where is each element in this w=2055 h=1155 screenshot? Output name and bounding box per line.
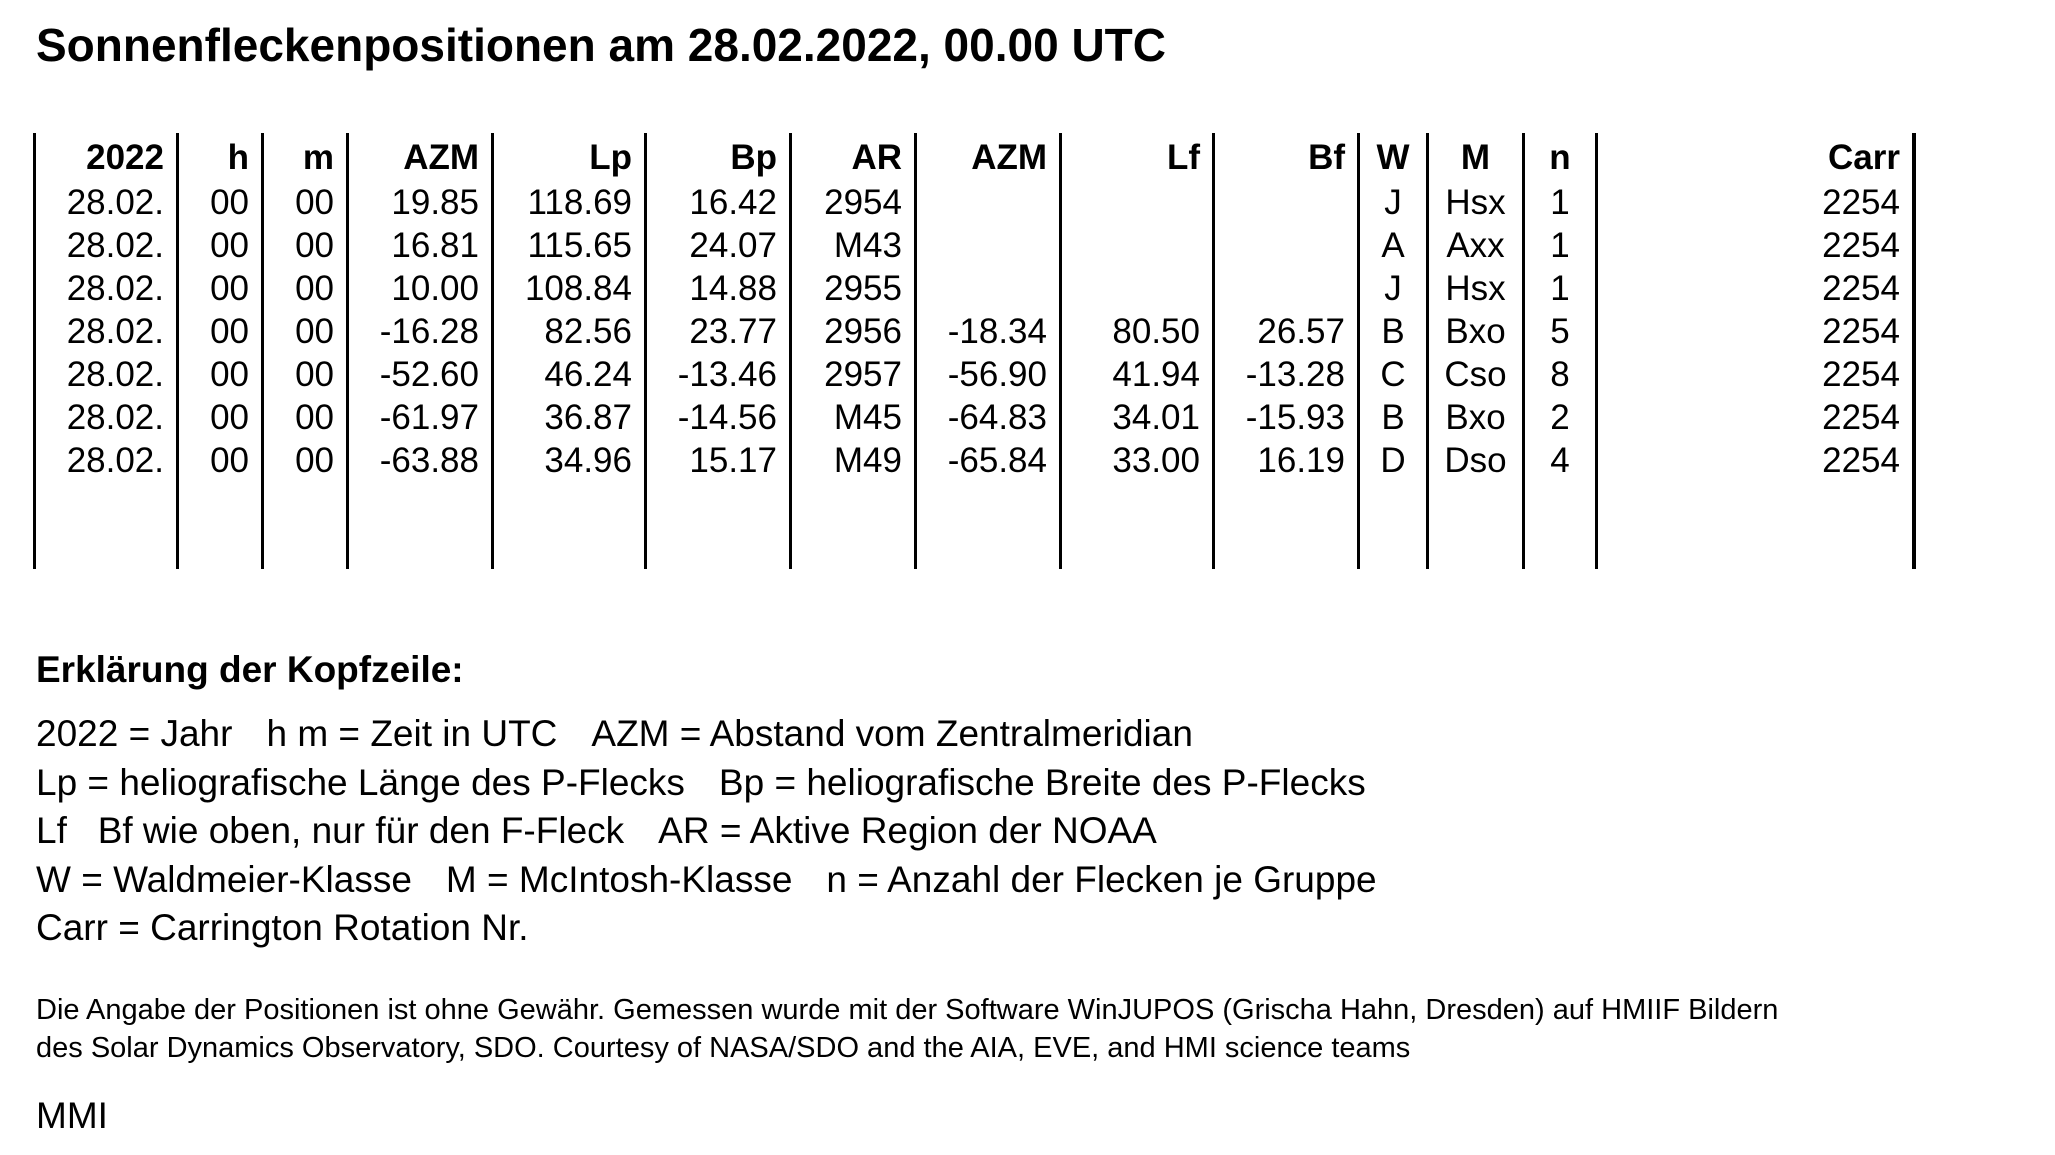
column-header-bp: Bp — [646, 133, 791, 181]
legend-entry: Bp = heliografische Breite des P-Flecks — [718, 761, 1366, 803]
legend-entry: h m = Zeit in UTC — [266, 713, 558, 755]
cell-bf — [1214, 181, 1359, 224]
table-row — [35, 310, 1915, 353]
cell-azm-p: -52.60 — [348, 353, 493, 396]
cell-ar: 2956 — [791, 310, 916, 353]
cell-carrington: 2254 — [1597, 310, 1915, 353]
legend-entry: M = McIntosh-Klasse — [445, 858, 793, 900]
legend-entry: AZM = Abstand vom Zentralmeridian — [591, 713, 1193, 755]
cell-lf: 33.00 — [1061, 439, 1214, 482]
cell-bf: -15.93 — [1214, 396, 1359, 439]
cell-hour: 00 — [178, 353, 263, 396]
cell-count: 1 — [1524, 181, 1597, 224]
table-row — [35, 181, 1915, 224]
cell-azm-f — [916, 181, 1061, 224]
cell-minute: 00 — [263, 267, 348, 310]
legend-entry: 2022 = Jahr — [36, 713, 233, 755]
cell-carrington: 2254 — [1597, 396, 1915, 439]
cell-carrington: 2254 — [1597, 353, 1915, 396]
cell-azm-f — [916, 224, 1061, 267]
disclaimer — [36, 991, 2051, 1067]
empty-cell — [493, 482, 646, 569]
empty-cell — [1428, 482, 1524, 569]
cell-bf — [1214, 224, 1359, 267]
legend-line — [36, 759, 2036, 808]
cell-lp: 34.96 — [493, 439, 646, 482]
cell-hour: 00 — [178, 396, 263, 439]
cell-lf: 80.50 — [1061, 310, 1214, 353]
cell-minute: 00 — [263, 396, 348, 439]
column-header-waldmeier: W — [1359, 133, 1428, 181]
cell-lp: 36.87 — [493, 396, 646, 439]
cell-lp: 108.84 — [493, 267, 646, 310]
empty-cell — [263, 482, 348, 569]
cell-minute: 00 — [263, 224, 348, 267]
column-header-mcintosh: M — [1428, 133, 1524, 181]
cell-hour: 00 — [178, 439, 263, 482]
column-header-azm-f: AZM — [916, 133, 1061, 181]
legend-entry: AR = Aktive Region der NOAA — [658, 810, 1157, 852]
cell-ar: M43 — [791, 224, 916, 267]
cell-carrington: 2254 — [1597, 181, 1915, 224]
table-row — [35, 224, 1915, 267]
table-row — [35, 439, 1915, 482]
cell-minute: 00 — [263, 310, 348, 353]
cell-minute: 00 — [263, 353, 348, 396]
cell-bp: 14.88 — [646, 267, 791, 310]
cell-waldmeier: B — [1359, 310, 1428, 353]
cell-ar: M45 — [791, 396, 916, 439]
page-title: Sonnenfleckenpositionen am 28.02.2022, 00.00 UTC — [36, 19, 1166, 71]
cell-lf — [1061, 224, 1214, 267]
cell-waldmeier: A — [1359, 224, 1428, 267]
cell-carrington: 2254 — [1597, 224, 1915, 267]
cell-waldmeier: J — [1359, 181, 1428, 224]
column-header-lf: Lf — [1061, 133, 1214, 181]
cell-azm-p: -16.28 — [348, 310, 493, 353]
empty-cell — [348, 482, 493, 569]
cell-hour: 00 — [178, 267, 263, 310]
cell-lp: 46.24 — [493, 353, 646, 396]
cell-ar: M49 — [791, 439, 916, 482]
legend-heading: Erklärung der Kopfzeile: — [36, 649, 464, 690]
cell-hour: 00 — [178, 310, 263, 353]
empty-cell — [1359, 482, 1428, 569]
empty-cell — [178, 482, 263, 569]
cell-waldmeier: D — [1359, 439, 1428, 482]
cell-minute: 00 — [263, 181, 348, 224]
cell-bp: 23.77 — [646, 310, 791, 353]
table-row — [35, 353, 1915, 396]
cell-lp: 115.65 — [493, 224, 646, 267]
cell-azm-f: -56.90 — [916, 353, 1061, 396]
legend-entry: Lf Bf wie oben, nur für den F-Fleck — [36, 810, 625, 852]
column-header-ar: AR — [791, 133, 916, 181]
column-header-azm-p: AZM — [348, 133, 493, 181]
cell-count: 1 — [1524, 267, 1597, 310]
empty-cell — [1597, 482, 1915, 569]
cell-count: 4 — [1524, 439, 1597, 482]
cell-carrington: 2254 — [1597, 439, 1915, 482]
legend-line — [36, 807, 2036, 856]
sunspot-table-container — [33, 133, 1916, 569]
empty-cell — [35, 482, 178, 569]
cell-lf: 34.01 — [1061, 396, 1214, 439]
cell-waldmeier: J — [1359, 267, 1428, 310]
cell-date: 28.02. — [35, 353, 178, 396]
cell-bf: 26.57 — [1214, 310, 1359, 353]
cell-azm-f: -18.34 — [916, 310, 1061, 353]
cell-mcintosh: Dso — [1428, 439, 1524, 482]
cell-bp: -13.46 — [646, 353, 791, 396]
column-header-bf: Bf — [1214, 133, 1359, 181]
table-body — [35, 181, 1915, 569]
cell-mcintosh: Hsx — [1428, 267, 1524, 310]
cell-date: 28.02. — [35, 267, 178, 310]
cell-lf: 41.94 — [1061, 353, 1214, 396]
cell-mcintosh: Bxo — [1428, 310, 1524, 353]
legend-line — [36, 710, 2036, 759]
cell-bp: 24.07 — [646, 224, 791, 267]
cell-bp: 16.42 — [646, 181, 791, 224]
cell-ar: 2957 — [791, 353, 916, 396]
cell-azm-p: -63.88 — [348, 439, 493, 482]
empty-cell — [1524, 482, 1597, 569]
cell-azm-f — [916, 267, 1061, 310]
cell-date: 28.02. — [35, 181, 178, 224]
column-header-lp: Lp — [493, 133, 646, 181]
legend-entry: Carr = Carrington Rotation Nr. — [36, 907, 529, 949]
cell-carrington: 2254 — [1597, 267, 1915, 310]
table-row — [35, 396, 1915, 439]
empty-cell — [1061, 482, 1214, 569]
cell-bp: -14.56 — [646, 396, 791, 439]
cell-bp: 15.17 — [646, 439, 791, 482]
legend-line — [36, 856, 2036, 905]
disclaimer-line-1: Die Angabe der Positionen ist ohne Gewähr. Gemessen wurde mit der Software WinJUPOS (Grischa Hahn, Dresden) auf HMIIF Bildern — [36, 994, 1779, 1026]
cell-date: 28.02. — [35, 224, 178, 267]
cell-lp: 82.56 — [493, 310, 646, 353]
signature: MMI — [36, 1095, 108, 1136]
cell-bf: 16.19 — [1214, 439, 1359, 482]
cell-date: 28.02. — [35, 396, 178, 439]
legend-entry: Lp = heliografische Länge des P-Flecks — [36, 761, 685, 803]
cell-count: 8 — [1524, 353, 1597, 396]
cell-azm-f: -65.84 — [916, 439, 1061, 482]
cell-mcintosh: Bxo — [1428, 396, 1524, 439]
empty-cell — [791, 482, 916, 569]
table-header-row — [35, 133, 1915, 181]
cell-azm-p: 19.85 — [348, 181, 493, 224]
cell-ar: 2954 — [791, 181, 916, 224]
table-row — [35, 267, 1915, 310]
cell-azm-f: -64.83 — [916, 396, 1061, 439]
column-header-carrington: Carr — [1597, 133, 1915, 181]
column-header-count: n — [1524, 133, 1597, 181]
legend-lines — [36, 710, 2036, 953]
cell-azm-p: 16.81 — [348, 224, 493, 267]
cell-count: 5 — [1524, 310, 1597, 353]
cell-azm-p: -61.97 — [348, 396, 493, 439]
cell-minute: 00 — [263, 439, 348, 482]
legend-line — [36, 904, 2036, 953]
cell-mcintosh: Hsx — [1428, 181, 1524, 224]
cell-date: 28.02. — [35, 439, 178, 482]
legend-entry: W = Waldmeier-Klasse — [36, 858, 412, 900]
column-header-minute: m — [263, 133, 348, 181]
cell-count: 1 — [1524, 224, 1597, 267]
cell-bf: -13.28 — [1214, 353, 1359, 396]
column-header-date: 2022 — [35, 133, 178, 181]
empty-cell — [646, 482, 791, 569]
cell-waldmeier: C — [1359, 353, 1428, 396]
disclaimer-line-2: des Solar Dynamics Observatory, SDO. Courtesy of NASA/SDO and the AIA, EVE, and HMI science teams — [36, 1032, 1411, 1064]
cell-ar: 2955 — [791, 267, 916, 310]
legend-entry: n = Anzahl der Flecken je Gruppe — [826, 858, 1377, 900]
cell-lf — [1061, 267, 1214, 310]
cell-azm-p: 10.00 — [348, 267, 493, 310]
empty-cell — [916, 482, 1061, 569]
sunspot-table — [33, 133, 1916, 569]
cell-date: 28.02. — [35, 310, 178, 353]
cell-mcintosh: Axx — [1428, 224, 1524, 267]
cell-lp: 118.69 — [493, 181, 646, 224]
header-legend — [36, 648, 2036, 953]
cell-count: 2 — [1524, 396, 1597, 439]
cell-waldmeier: B — [1359, 396, 1428, 439]
cell-bf — [1214, 267, 1359, 310]
cell-lf — [1061, 181, 1214, 224]
empty-cell — [1214, 482, 1359, 569]
cell-hour: 00 — [178, 181, 263, 224]
table-filler-row — [35, 482, 1915, 569]
cell-hour: 00 — [178, 224, 263, 267]
column-header-hour: h — [178, 133, 263, 181]
cell-mcintosh: Cso — [1428, 353, 1524, 396]
